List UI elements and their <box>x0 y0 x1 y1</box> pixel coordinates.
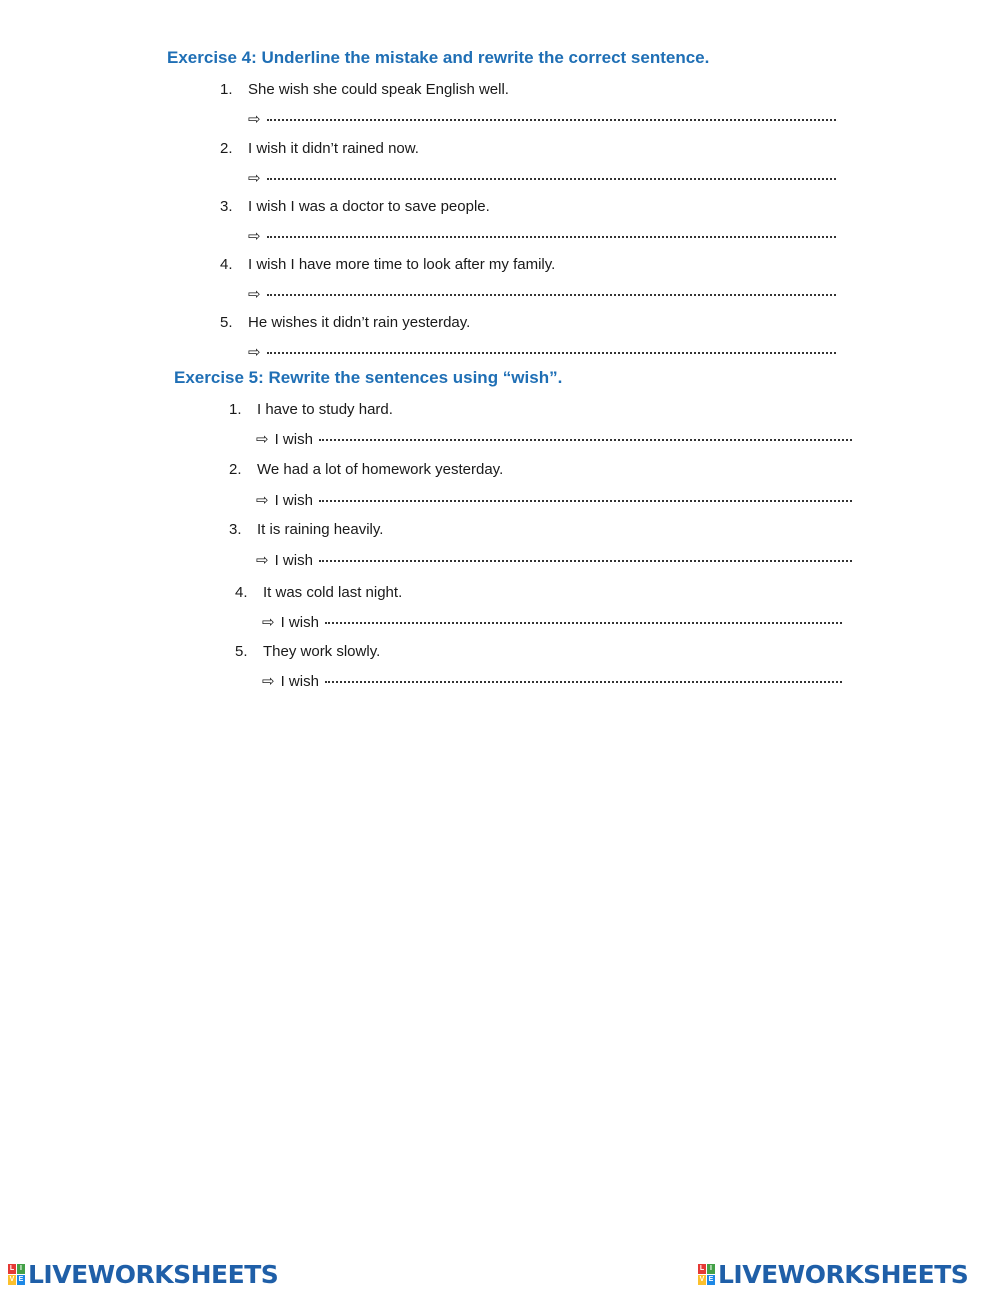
question-number: 1. <box>220 81 233 98</box>
liveworksheets-logo-left <box>8 1258 278 1290</box>
right-arrow-icon: ⇨ <box>262 614 275 631</box>
brand-name: LIVEWORKSHEETS <box>28 1259 279 1289</box>
answer-blank[interactable] <box>267 178 836 180</box>
answer-blank[interactable] <box>319 500 852 502</box>
question-text: I wish I was a doctor to save people. <box>248 198 490 215</box>
exercise-5-answer-5[interactable] <box>262 672 842 690</box>
exercise-4-title: Exercise 4: Underline the mistake and rewrite the correct sentence. <box>167 48 710 67</box>
right-arrow-icon: ⇨ <box>248 286 261 303</box>
exercise-4-answer-3[interactable] <box>248 227 836 245</box>
exercise-5-question-5 <box>235 643 380 660</box>
question-text: It is raining heavily. <box>257 521 384 538</box>
right-arrow-icon: ⇨ <box>248 111 261 128</box>
answer-prefix: I wish <box>274 552 313 569</box>
exercise-5-answer-3[interactable] <box>256 551 852 569</box>
answer-blank[interactable] <box>267 294 836 296</box>
exercise-5-question-3 <box>229 521 383 538</box>
right-arrow-icon: ⇨ <box>262 673 275 690</box>
exercise-4-answer-4[interactable] <box>248 285 836 303</box>
question-text: He wishes it didn’t rain yesterday. <box>248 314 471 331</box>
right-arrow-icon: ⇨ <box>248 228 261 245</box>
question-number: 2. <box>220 140 233 157</box>
question-number: 2. <box>229 461 242 478</box>
exercise-5-answer-4[interactable] <box>262 613 842 631</box>
logo-block: E <box>708 1275 714 1283</box>
logo-block: V <box>699 1275 705 1283</box>
exercise-5-title: Exercise 5: Rewrite the sentences using “wish”. <box>174 368 563 387</box>
question-number: 3. <box>220 198 233 215</box>
question-text: I wish I have more time to look after my family. <box>248 256 556 273</box>
logo-block: V <box>9 1275 15 1283</box>
question-number: 5. <box>235 643 248 660</box>
liveworksheets-logo-right <box>698 1258 968 1290</box>
answer-blank[interactable] <box>267 236 836 238</box>
answer-blank[interactable] <box>267 352 836 354</box>
exercise-4-question-2 <box>220 140 419 157</box>
answer-blank[interactable] <box>325 622 842 624</box>
exercise-4-answer-1[interactable] <box>248 110 836 128</box>
answer-prefix: I wish <box>280 673 319 690</box>
question-text: She wish she could speak English well. <box>248 81 509 98</box>
logo-block: E <box>18 1275 24 1283</box>
exercise-5-question-2 <box>229 461 503 478</box>
exercise-5-question-1 <box>229 401 393 418</box>
question-text: I wish it didn’t rained now. <box>248 140 419 157</box>
exercise-4-answer-5[interactable] <box>248 343 836 361</box>
exercise-5-answer-1[interactable] <box>256 430 852 448</box>
exercise-4-question-5 <box>220 314 470 331</box>
exercise-4-answer-2[interactable] <box>248 169 836 187</box>
answer-blank[interactable] <box>319 439 852 441</box>
answer-blank[interactable] <box>325 681 842 683</box>
logo-icon <box>8 1264 25 1285</box>
exercise-5-answer-2[interactable] <box>256 491 852 509</box>
question-text: I have to study hard. <box>257 401 393 418</box>
right-arrow-icon: ⇨ <box>256 552 269 569</box>
answer-prefix: I wish <box>274 431 313 448</box>
logo-block: L <box>699 1264 705 1272</box>
exercise-4-question-4 <box>220 256 555 273</box>
logo-block: I <box>17 1264 25 1274</box>
question-number: 3. <box>229 521 242 538</box>
answer-prefix: I wish <box>280 614 319 631</box>
exercise-5-question-4 <box>235 584 402 601</box>
question-number: 1. <box>229 401 242 418</box>
question-number: 4. <box>220 256 233 273</box>
logo-icon <box>698 1264 715 1285</box>
right-arrow-icon: ⇨ <box>256 431 269 448</box>
brand-name: LIVEWORKSHEETS <box>718 1259 969 1289</box>
answer-prefix: I wish <box>274 492 313 509</box>
right-arrow-icon: ⇨ <box>256 492 269 509</box>
question-number: 4. <box>235 584 248 601</box>
question-text: They work slowly. <box>263 643 381 660</box>
question-text: It was cold last night. <box>263 584 403 601</box>
exercise-4-question-3 <box>220 198 490 215</box>
right-arrow-icon: ⇨ <box>248 344 261 361</box>
exercise-4-question-1 <box>220 81 509 98</box>
logo-block: I <box>707 1264 715 1274</box>
question-text: We had a lot of homework yesterday. <box>257 461 504 478</box>
logo-block: L <box>9 1264 15 1272</box>
answer-blank[interactable] <box>267 119 836 121</box>
question-number: 5. <box>220 314 233 331</box>
right-arrow-icon: ⇨ <box>248 170 261 187</box>
answer-blank[interactable] <box>319 560 852 562</box>
